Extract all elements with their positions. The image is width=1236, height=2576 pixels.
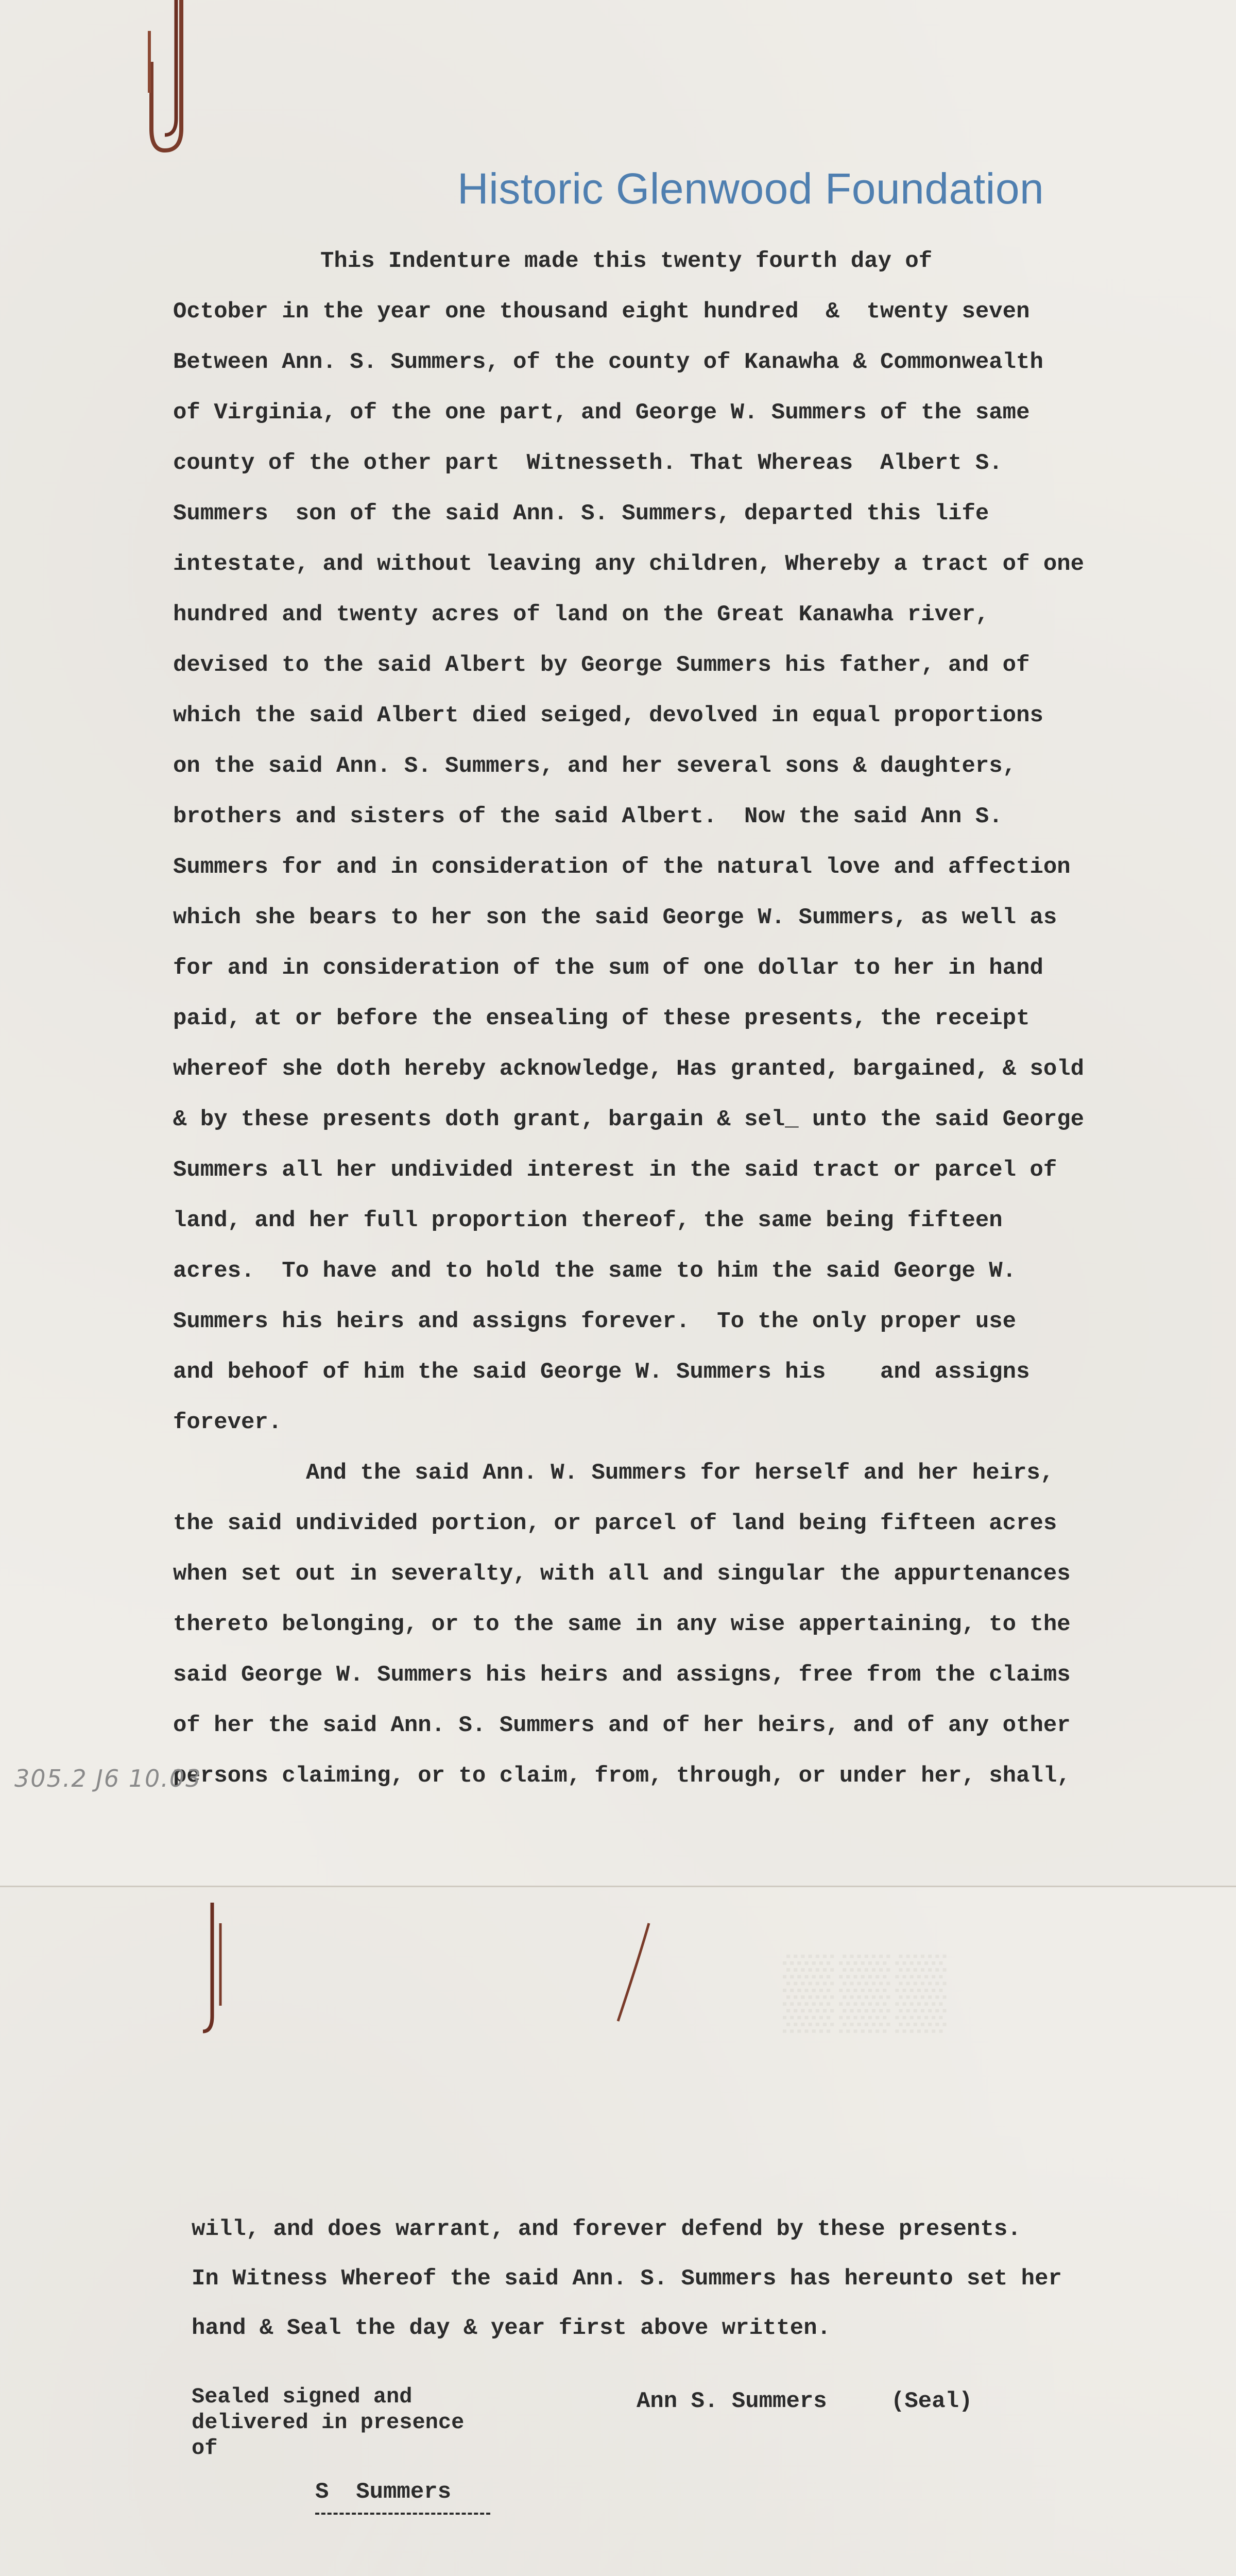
text-line: hundred and twenty acres of land on the Great Kanawha river, (173, 602, 989, 628)
text-line: when set out in severalty, with all and singular the appurtenances (173, 1561, 1071, 1587)
text-line: on the said Ann. S. Summers, and her several sons & daughters, (173, 753, 1017, 779)
text-line: And the said Ann. W. Summers for herself and her heirs, (306, 1460, 1054, 1486)
text-line: intestate, and without leaving any children, Whereby a tract of one (173, 551, 1085, 577)
text-line: which she bears to her son the said George W. Summers, as well as (173, 905, 1057, 930)
text-line: brothers and sisters of the said Albert. Now the said Ann S. (173, 804, 1003, 829)
paper-clip-icon (192, 1903, 233, 2037)
text-line: land, and her full proportion thereof, the same being fifteen (173, 1208, 1003, 1233)
text-line: the said undivided portion, or parcel of land being fifteen acres (173, 1511, 1057, 1536)
text-line: persons claiming, or to claim, from, through, or under her, shall, (173, 1763, 1071, 1789)
witness-signature: S Summers (315, 2479, 452, 2505)
text-line: of her the said Ann. S. Summers and of her heirs, and of any other (173, 1713, 1071, 1738)
text-line: Summers his heirs and assigns forever. To the only proper use (173, 1309, 1017, 1334)
foundation-watermark: Historic Glenwood Foundation (457, 164, 1044, 213)
text-line: thereto belonging, or to the same in any wise appertaining, to the (173, 1612, 1071, 1637)
text-line: October in the year one thousand eight hundred & twenty seven (173, 299, 1030, 325)
text-line: said George W. Summers his heirs and assigns, free from the claims (173, 1662, 1071, 1688)
bleed-through-shadow: ▒▒▒ (783, 1951, 952, 2030)
sealed-label: of (192, 2436, 218, 2461)
text-line: paid, at or before the ensealing of these presents, the receipt (173, 1006, 1030, 1031)
paper-clip-icon (139, 0, 196, 155)
ink-mark-icon (597, 1918, 659, 2042)
text-line: Summers for and in consideration of the natural love and affection (173, 854, 1071, 880)
text-line: hand & Seal the day & year first above written. (192, 2315, 831, 2341)
text-line: of Virginia, of the one part, and George W. Summers of the same (173, 400, 1030, 426)
text-line: In Witness Whereof the said Ann. S. Summers has hereunto set her (192, 2266, 1062, 2292)
text-line: whereof she doth hereby acknowledge, Has granted, bargained, & sold (173, 1056, 1085, 1082)
text-line: Between Ann. S. Summers, of the county of Kanawha & Commonwealth (173, 349, 1043, 375)
text-line: county of the other part Witnesseth. That Whereas Albert S. (173, 450, 1003, 476)
text-line: Summers son of the said Ann. S. Summers, departed this life (173, 501, 989, 527)
sealed-label: Sealed signed and (192, 2384, 413, 2409)
grantor-signature: Ann S. Summers (637, 2388, 827, 2414)
text-line: will, and does warrant, and forever defend by these presents. (192, 2216, 1021, 2242)
deed-page-2 (0, 1887, 1236, 2576)
text-line: devised to the said Albert by George Summers his father, and of (173, 652, 1030, 678)
text-line: which the said Albert died seiged, devolved in equal proportions (173, 703, 1043, 728)
grantor-seal: (Seal) (891, 2388, 973, 2414)
text-line: forever. (173, 1410, 282, 1435)
text-line: & by these presents doth grant, bargain & sel_ unto the said George (173, 1107, 1085, 1132)
text-line: and behoof of him the said George W. Summers his and assigns (173, 1359, 1030, 1385)
pencil-catalog-note: 305.2 J6 10.03 (14, 1765, 202, 1792)
text-line: Summers all her undivided interest in the said tract or parcel of (173, 1157, 1057, 1183)
text-line: acres. To have and to hold the same to him the said George W. (173, 1258, 1017, 1284)
sealed-label: delivered in presence (192, 2410, 465, 2435)
text-line: This Indenture made this twenty fourth day of (320, 248, 933, 274)
witness-dashed-line (315, 2513, 490, 2515)
text-line: for and in consideration of the sum of one dollar to her in hand (173, 955, 1043, 981)
